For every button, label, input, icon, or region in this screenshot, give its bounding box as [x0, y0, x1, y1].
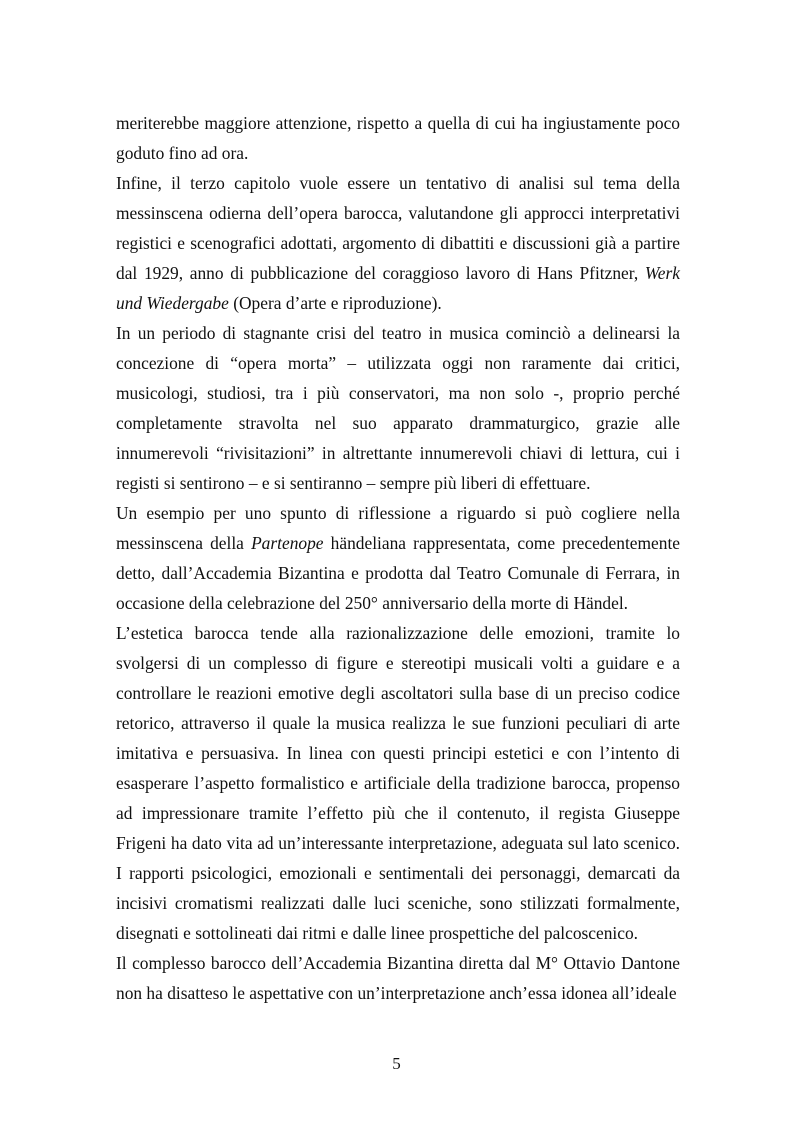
- paragraph-6: [116, 948, 680, 1008]
- paragraph-2: [116, 168, 680, 318]
- paragraph-1-text: meriterebbe maggiore attenzione, rispetto a quella di cui ha ingiustamente poco goduto fino ad ora.: [116, 113, 680, 163]
- paragraph-4-text: Un esempio per uno spunto di riflessione a riguardo si può cogliere nella messinscena della: [116, 503, 680, 553]
- paragraph-5-text: L’estetica barocca tende alla razionalizzazione delle emozioni, tramite lo svolgersi di un complesso di figure e stereotipi musicali volti a guidare e a controllare le reazioni emotive degli ascoltatori sulla base di un preciso codice retorico, attraverso il quale la musica realizza le sue funzioni peculiari di arte imitativa e persuasiva. In linea con questi principi estetici e con l’intento di esasperare l’aspetto formalistico e artificiale della tradizione barocca, propenso ad impressionare tramite l’effetto più che il contenuto, il regista Giuseppe Frigeni ha dato vita ad un’interessante interpretazione, adeguata sul lato scenico. I rapporti psicologici, emozionali e sentimentali dei personaggi, demarcati da incisivi cromatismi realizzati dalle luci sceniche, sono stilizzati formalmente, disegnati e sottolineati dai ritmi e dalle linee prospettiche del palcoscenico.: [116, 623, 680, 943]
- body-text: [116, 108, 680, 1008]
- paragraph-2-text-end: (Opera d’arte e riproduzione).: [228, 293, 442, 313]
- paragraph-5: [116, 618, 680, 948]
- paragraph-4-text-end: händeliana rappresentata, come precedentemente detto, dall’Accademia Bizantina e prodotta dal Teatro Comunale di Ferrara, in occasione della celebrazione del 250° anniversario della morte di Händel.: [116, 533, 680, 613]
- paragraph-3: [116, 318, 680, 498]
- paragraph-6-text: Il complesso barocco dell’Accademia Bizantina diretta dal M° Ottavio Dantone non ha disatteso le aspettative con un’interpretazione anch’essa idonea all’ideale: [116, 953, 680, 1003]
- opera-title-partenope: Partenope: [251, 533, 324, 553]
- page-number: 5: [392, 1054, 401, 1073]
- paragraph-4: [116, 498, 680, 618]
- paragraph-3-text: In un periodo di stagnante crisi del teatro in musica cominciò a delinearsi la concezione di “opera morta” – utilizzata oggi non raramente dai critici, musicologi, studiosi, tra i più conservatori, ma non solo -, proprio perché completamente stravolta nel suo apparato drammaturgico, grazie alle innumerevoli “rivisitazioni” in altrettante innumerevoli chiavi di lettura, cui i registi si sentirono – e si sentiranno – sempre più liberi di effettuare.: [116, 323, 680, 493]
- book-title-werk-und-wiedergabe: Werk und Wiedergabe: [116, 263, 680, 313]
- paragraph-1: [116, 108, 680, 168]
- paragraph-2-text: Infine, il terzo capitolo vuole essere un tentativo di analisi sul tema della messinscena odierna dell’opera barocca, valutandone gli approcci interpretativi registici e scenografici adottati, argomento di dibattiti e discussioni già a partire dal 1929, anno di pubblicazione del coraggioso lavoro di Hans Pfitzner,: [116, 173, 680, 283]
